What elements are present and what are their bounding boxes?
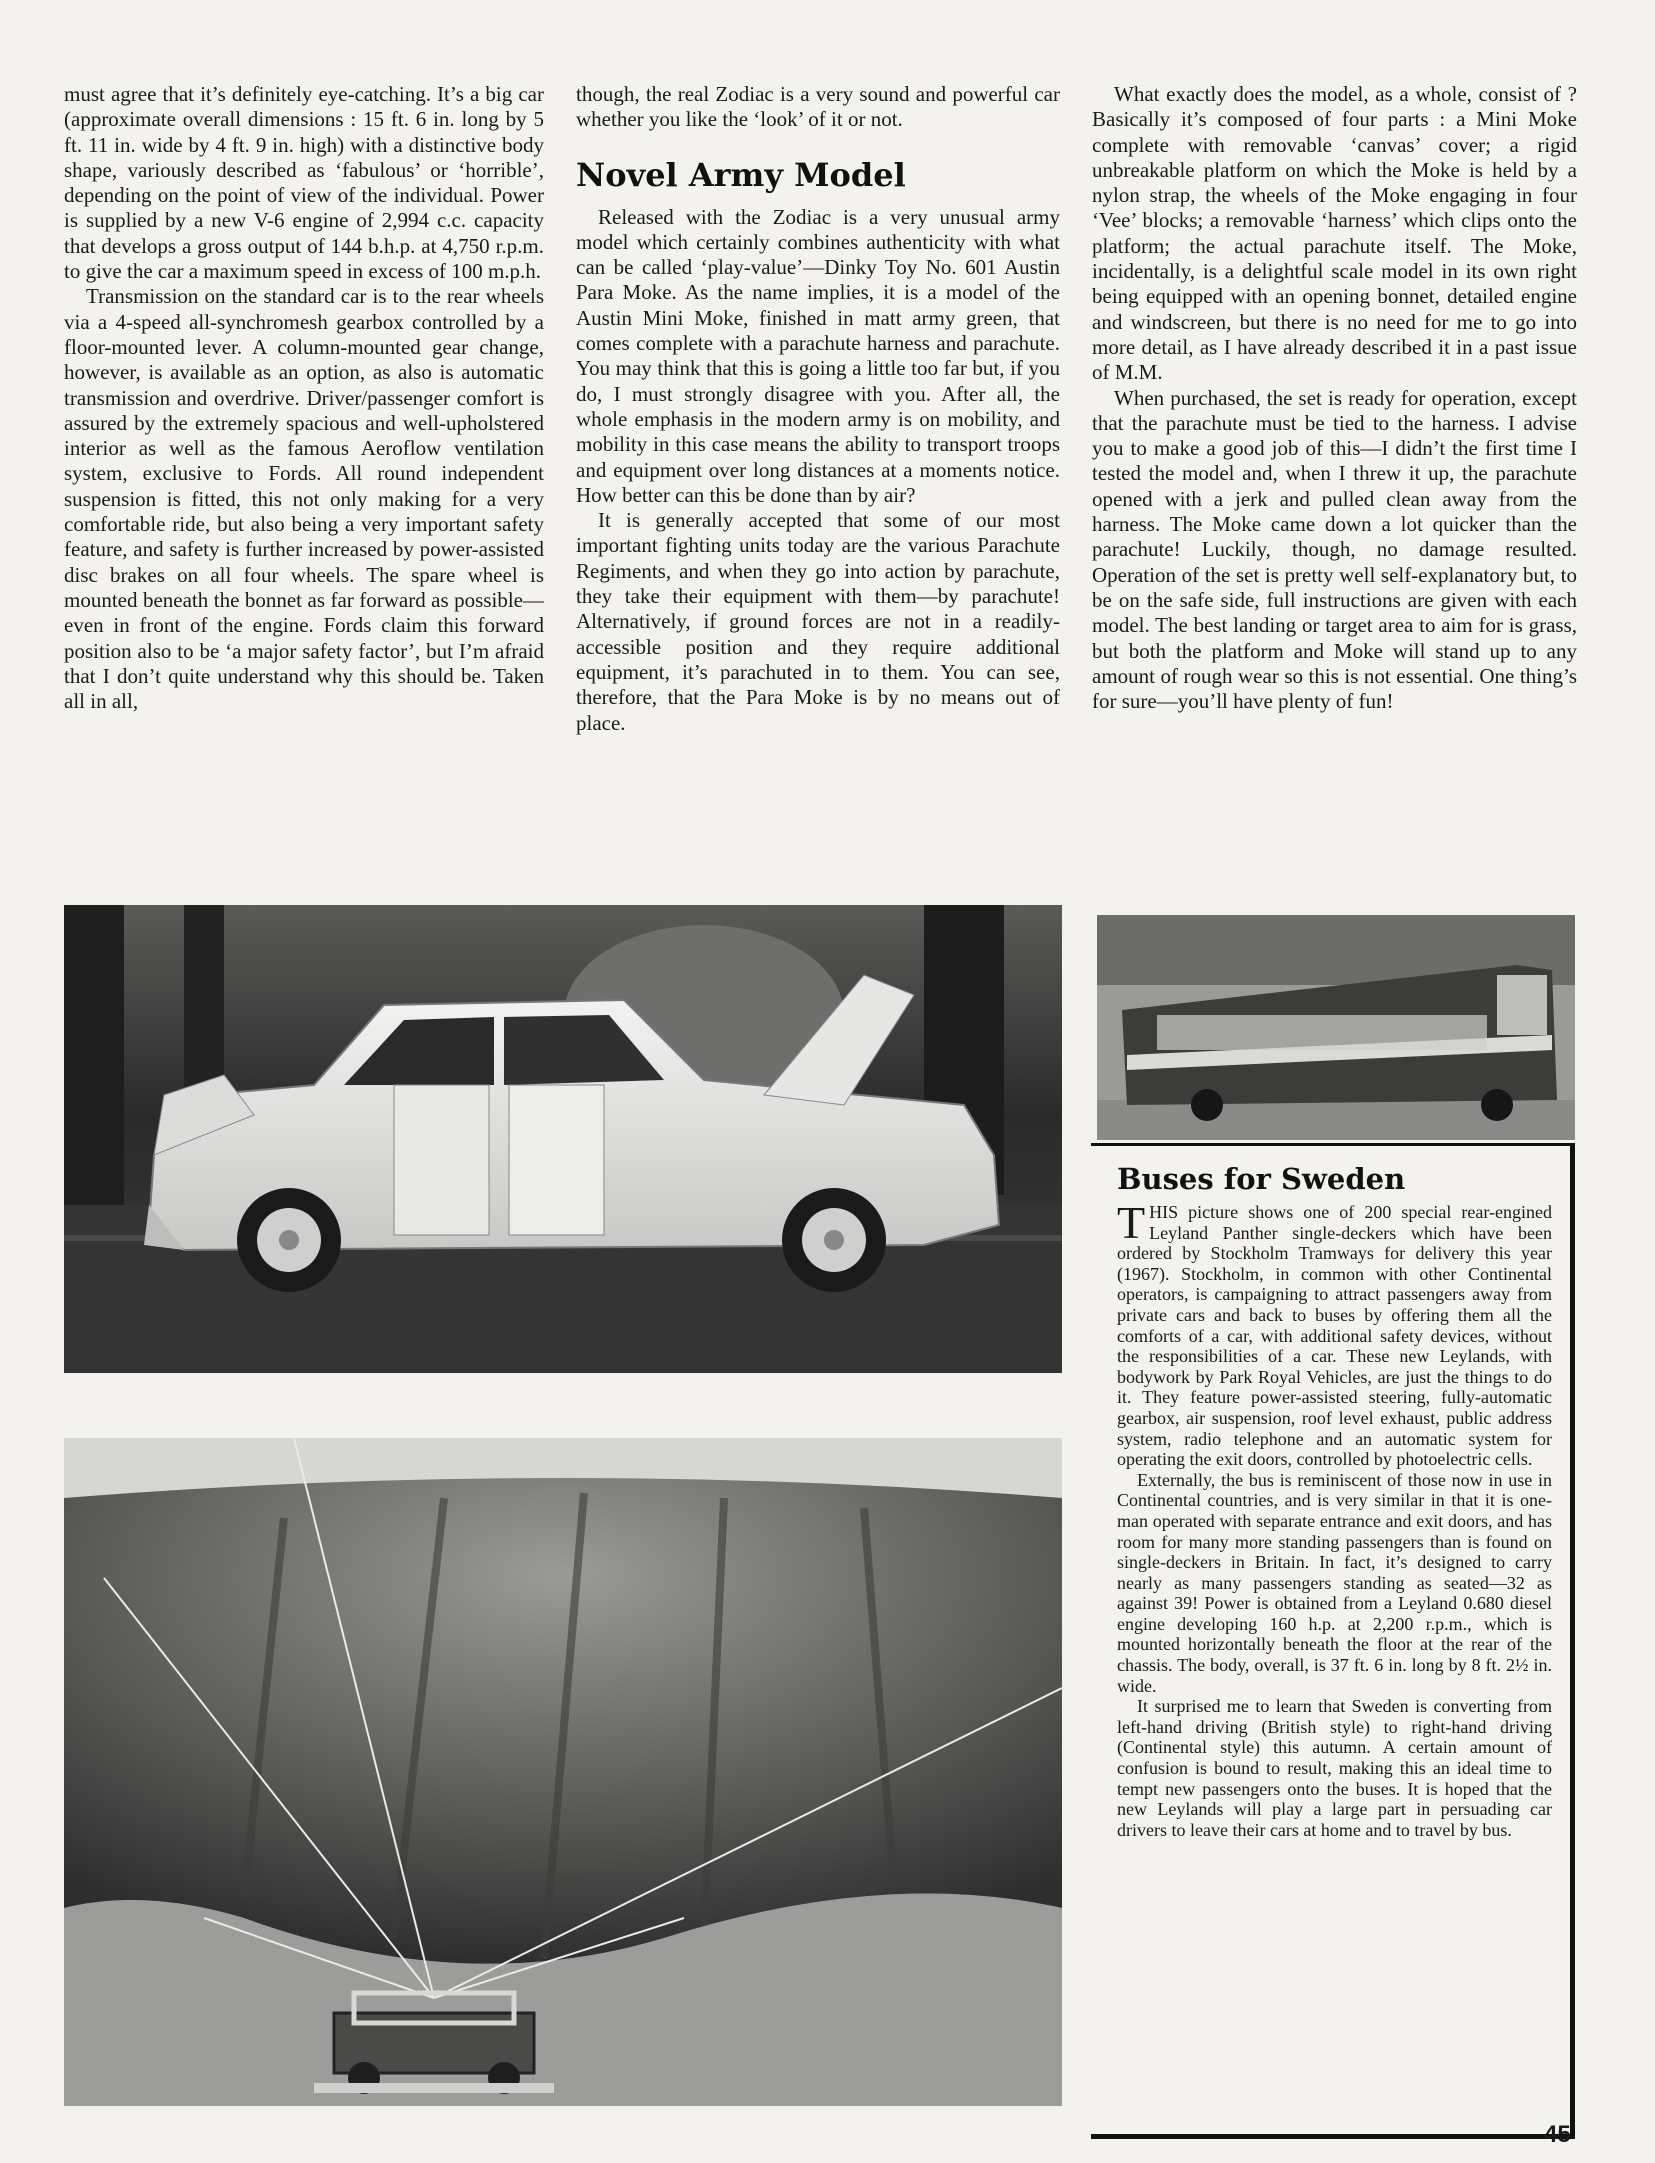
body-paragraph: It is generally accepted that some of our most important fighting units today are the various Parachute Regiments, and when they go into action by parachute, they take their equipment with them—by parachute! Alternatively, if ground forces are not in a readily-accessible position and they require additional equipment, it’s parachuted in to them. You can see, therefore, that the Para Moke is by no means out of place. — [576, 508, 1060, 735]
body-paragraph: must agree that it’s definitely eye-catching. It’s a big car (approximate overall dimensions : 15 ft. 6 in. long by 5 ft. 11 in. wide by 4 ft. 9 in. high) with a distinctive body shape, variously described as ‘fabulous’ or ‘horrible’, depending on the point of view of the individual. Power is supplied by a new V-6 engine of 2,994 c.c. capacity that develops a gross output of 144 b.h.p. at 4,750 r.p.m. to give the car a maximum speed in excess of 100 m.p.h. — [64, 82, 544, 284]
sidebar-box — [1091, 1143, 1575, 2139]
para-moke-photo — [64, 1438, 1062, 2106]
zodiac-model-photo — [64, 905, 1062, 1373]
body-paragraph: Transmission on the standard car is to the rear wheels via a 4-speed all-synchromesh gearbox controlled by a floor-mounted lever. A column-mounted gear change, however, is available as an option, as also is automatic transmission and overdrive. Driver/passenger comfort is assured by the extremely spacious and well-upholstered interior as well as the famous Aeroflow ventilation system, exclusive to Fords. All round independent suspension is fitted, this not only making for a very comfortable ride, but also being a very important safety feature, and safety is further increased by power-assisted disc brakes on all four wheels. The spare wheel is mounted beneath the bonnet as far forward as possible—even in front of the engine. Fords claim this forward position also to be ‘a major safety factor’, but I’m afraid that I don’t quite understand why this should be. Taken all in all, — [64, 284, 544, 714]
article-column-2 — [576, 82, 1060, 736]
page-number: 45 — [1544, 2121, 1571, 2148]
section-heading: Novel Army Model — [576, 155, 906, 194]
parachute-illustration — [64, 1438, 1062, 2106]
sidebar-body — [1117, 1197, 1552, 1840]
body-paragraph: Released with the Zodiac is a very unusual army model which certainly combines authenticity with what can be called ‘play-value’—Dinky Toy No. 601 Austin Para Moke. As the name implies, it is a model of the Austin Mini Moke, finished in matt army green, that comes complete with a parachute harness and parachute. You may think that this is going a little too far but, if you do, I must strongly disagree with you. After all, the whole emphasis in the modern army is on mobility, and mobility in this case means the ability to transport troops and equipment over long distances at a moments notice. How better can this be done than by air? — [576, 204, 1060, 507]
body-paragraph: What exactly does the model, as a whole, consist of ? Basically it’s composed of four parts : a Mini Moke complete with removable ‘canvas’ cover; a rigid unbreakable platform on which the Moke is held by a nylon strap, the wheels of the Moke engaging in four ‘Vee’ blocks; a removable ‘harness’ which clips onto the platform; the actual parachute itself. The Moke, incidentally, is a delightful scale model in its own right being equipped with an opening bonnet, detailed engine and windscreen, but there is no need for me to go into more detail, as I have already described it in a past issue of M.M. — [1092, 82, 1577, 385]
sidebar-paragraph: Externally, the bus is reminiscent of those now in use in Continental countries, and is very similar in that it is one-man operated with separate entrance and exit doors, and has room for many more standing passengers than is found on single-deckers in Britain. In fact, it’s designed to carry nearly as many passengers standing as seated—32 as against 39! Power is obtained from a Leyland 0.680 diesel engine developing 160 h.p. at 2,200 r.p.m., which is mounted horizontally beneath the floor at the rear of the chassis. The body, overall, is 37 ft. 6 in. long by 8 ft. 2½ in. wide. — [1117, 1469, 1552, 1696]
drop-cap: T — [1117, 1197, 1146, 1248]
body-paragraph: When purchased, the set is ready for operation, except that the parachute must be tied to the harness. I advise you to make a good job of this—I didn’t the first time I tested the model and, when I threw it up, the parachute opened with a jerk and pulled clean away from the harness. The Moke came down a lot quicker than the parachute! Luckily, though, no damage resulted. Operation of the set is pretty well self-explanatory but, to be on the safe side, full instructions are given with each model. The best landing or target area to aim for is grass, but both the platform and Moke will stand up to any amount of rough wear so this is not essential. One thing’s for sure—you’ll have plenty of fun! — [1092, 385, 1577, 714]
sidebar-paragraph-text: HIS picture shows one of 200 special rear-engined Leyland Panther single-deckers which have been ordered by Stockholm Tramways for delivery this year (1967). Stockholm, in common with other Continental operators, is campaigning to attract passengers away from private cars and back to buses by offering them all the comforts of a car, with additional safety devices, without the responsibilities of a car. These new Leylands, with bodywork by Park Royal Vehicles, are just the things to do it. They feature power-assisted steering, fully-automatic gearbox, air suspension, roof level exhaust, public address system, radio telephone and an automatic system for operating the exit doors, controlled by photoelectric cells. — [1117, 1202, 1552, 1470]
article-column-3 — [1092, 82, 1577, 714]
body-paragraph: though, the real Zodiac is a very sound and powerful car whether you like the ‘look’ of it or not. — [576, 82, 1060, 132]
leyland-bus-photo — [1097, 915, 1575, 1140]
bus-illustration — [1097, 915, 1575, 1140]
car-illustration — [64, 905, 1062, 1373]
sidebar-paragraph: It surprised me to learn that Sweden is converting from left-hand driving (British style) to right-hand driving (Continental style) this autumn. A certain amount of confusion is bound to result, making this an ideal time to tempt new passengers onto the buses. It is hoped that the new Leylands will play a large part in persuading car drivers to leave their cars at home and to travel by bus. — [1117, 1696, 1552, 1840]
article-column-1 — [64, 82, 544, 714]
sidebar-heading: Buses for Sweden — [1117, 1162, 1406, 1196]
sidebar-paragraph — [1117, 1197, 1552, 1470]
